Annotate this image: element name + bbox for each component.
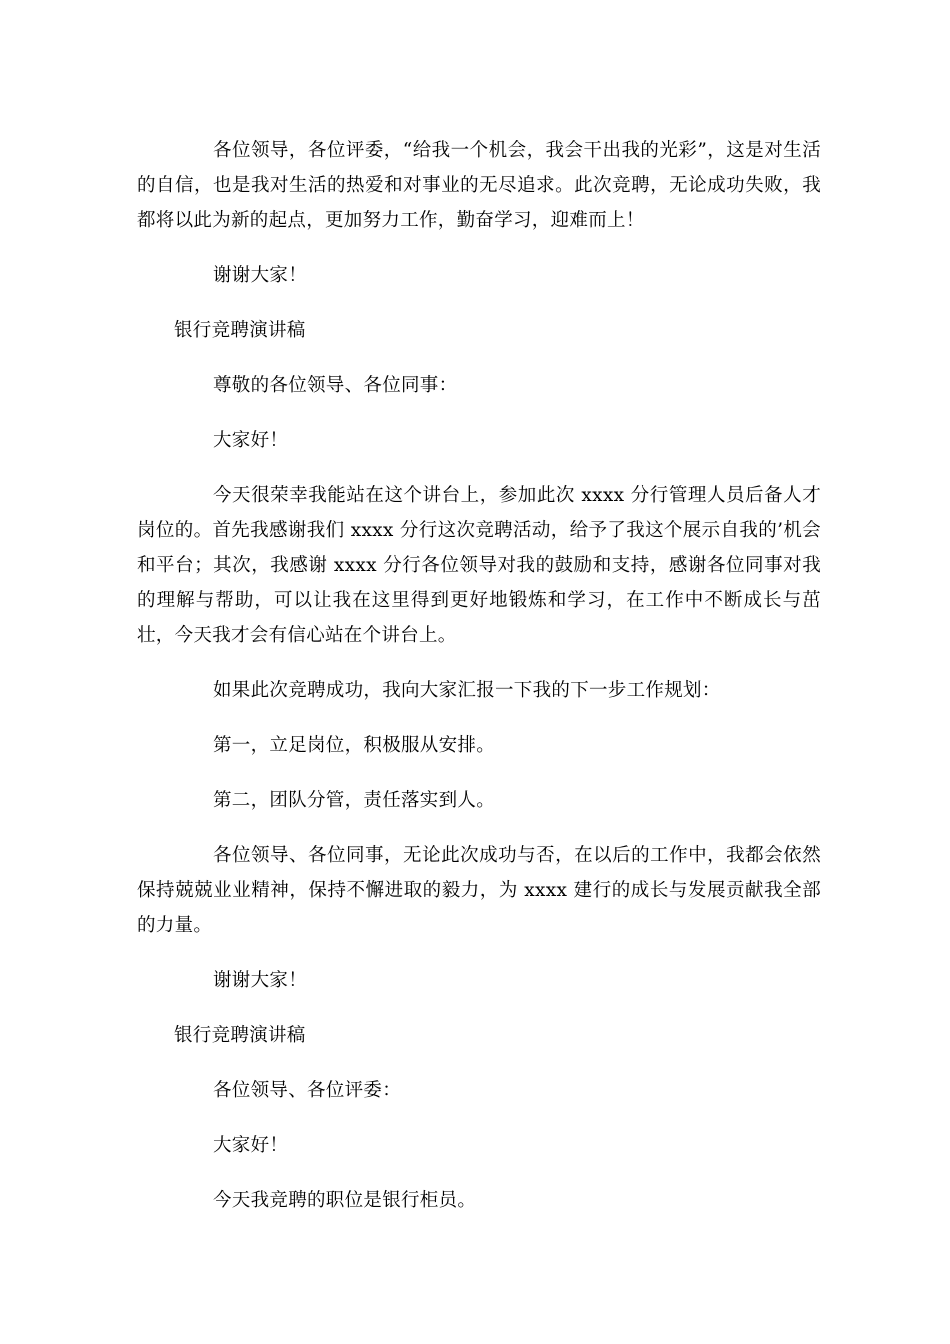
paragraph-greeting: 大家好！ bbox=[213, 430, 289, 451]
paragraph-greeting: 大家好！ bbox=[213, 1135, 289, 1156]
paragraph-salutation: 各位领导、各位评委： bbox=[213, 1080, 402, 1101]
section-title: 银行竞聘演讲稿 bbox=[174, 1025, 306, 1046]
paragraph-plan-first: 第一，立足岗位，积极服从安排。 bbox=[213, 735, 496, 756]
section-title: 银行竞聘演讲稿 bbox=[174, 320, 306, 341]
document-body bbox=[137, 133, 821, 1218]
paragraph-thanks: 谢谢大家！ bbox=[213, 970, 308, 991]
paragraph-commitment: 各位领导、各位同事，无论此次成功与否，在以后的工作中，我都会依然保持兢兢业业精神，保持不懈进取的毅力，为 xxxx 建行的成长与发展贡献我全部的力量。 bbox=[137, 845, 821, 936]
paragraph-plan-second: 第二，团队分管，责任落实到人。 bbox=[213, 790, 496, 811]
paragraph-salutation: 尊敬的各位领导、各位同事： bbox=[213, 375, 458, 396]
paragraph-position: 今天我竞聘的职位是银行柜员。 bbox=[213, 1190, 477, 1211]
paragraph-thanks: 谢谢大家！ bbox=[213, 265, 308, 286]
paragraph-closing-appeal: 各位领导，各位评委，“给我一个机会，我会干出我的光彩”，这是对生活的自信，也是我对生活的热爱和对事业的无尽追求。此次竞聘，无论成功失败，我都将以此为新的起点，更加努力工作，勤奋学习，迎难而上！ bbox=[137, 140, 821, 231]
paragraph-plan-intro: 如果此次竞聘成功，我向大家汇报一下我的下一步工作规划： bbox=[213, 680, 721, 701]
paragraph-introduction: 今天很荣幸我能站在这个讲台上，参加此次 xxxx 分行管理人员后备人才岗位的。首先我感谢我们 xxxx 分行这次竞聘活动，给予了我这个展示自我的’机会和平台；其次，我感谢 xxxx 分行各位领导对我的鼓励和支持，感谢各位同事对我的理解与帮助，可以让我在这里得到更好地锻炼和学习，在工作中不断成长与茁壮，今天我才会有信心站在个讲台上。 bbox=[137, 485, 821, 646]
